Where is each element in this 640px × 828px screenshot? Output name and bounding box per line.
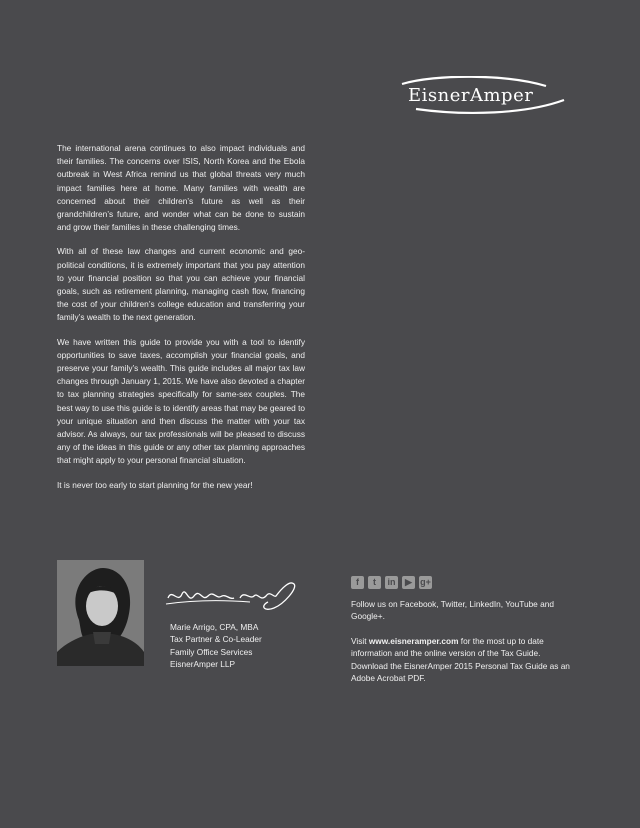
social-icons [351,576,432,589]
visit-text [351,635,571,685]
website-link[interactable]: www.eisneramper.com [368,636,459,646]
signer-name: Marie Arrigo, CPA, MBA [170,622,259,632]
signature-image [164,574,304,616]
twitter-icon[interactable]: t [368,576,381,589]
paragraph: With all of these law changes and current economic and geo-political conditions, it is extremely important that you pay attention to your financial position so that you can achieve your financial goals, such as retirement planning, managing cash flow, financing the cost of your children’s college education and transferring your family’s wealth to the next generation. [57,246,305,323]
logo-text: EisnerAmper [408,85,534,106]
eisneramper-logo [396,76,568,116]
follow-text: Follow us on Facebook, Twitter, LinkedIn, YouTube and Google+. [351,599,554,622]
author-photo [57,560,144,666]
facebook-icon[interactable]: f [351,576,364,589]
linkedin-icon[interactable]: in [385,576,398,589]
youtube-icon[interactable]: ▶ [402,576,415,589]
intro-text [57,142,305,503]
signer-dept: Family Office Services [170,646,253,657]
visit-suffix: for the most up to date information and the online version of the Tax Guide. Download the EisnerAmper 2015 Personal Tax Guide as an Adobe Acrobat PDF. [351,636,570,684]
signer-company: EisnerAmper LLP [170,659,236,670]
paragraph: It is never too early to start planning for the new year! [57,479,253,490]
portrait-image [57,560,144,666]
signer-info [170,621,262,671]
paragraph: We have written this guide to provide you with a tool to identify opportunities to save taxes, accomplish your financial goals, and preserve your family’s wealth. This guide includes all major tax law changes through January 1, 2015. We have also devoted a chapter to tax planning strategies specifically for same-sex couples. The best way to use this guide is to identify areas that may be geared to your unique situation and then discuss the matter with your tax advisor. As always, our tax professionals will be pleased to discuss any of the ideas in this guide or any other tax planning approaches that might apply to your personal financial situation. [57,336,305,466]
visit-prefix: Visit [351,636,369,646]
google-plus-icon[interactable]: g+ [420,577,431,587]
signer-title: Tax Partner & Co-Leader [170,634,262,645]
paragraph: The international arena continues to also impact individuals and their families. The concerns over ISIS, North Korea and the Ebola outbreak in West Africa remind us that global threats very much impact families here at home. Many families with wealth are concerned about their children’s future as well as their grandchildren’s future, and wonder what can be done to sustain and grow their families in these challenging times. [57,143,305,233]
signature [164,574,304,621]
